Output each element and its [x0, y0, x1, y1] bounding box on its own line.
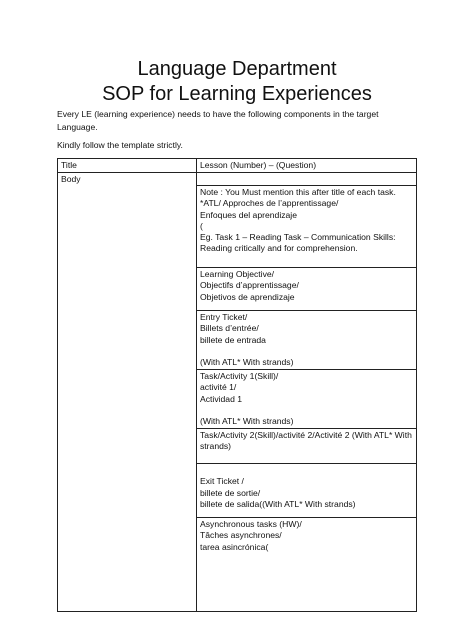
department-title: Language Department: [137, 58, 337, 80]
lesson-header-cell: Lesson (Number) – (Question): [197, 159, 417, 173]
table-header-row: [58, 159, 417, 173]
task-activity-2-cell: Task/Activity 2(Skill)/activité 2/Activité 2 (With ATL* With strands): [197, 429, 417, 464]
body-label-cell: Body: [58, 173, 197, 612]
lesson-template-table: [57, 158, 417, 612]
instruction-paragraph: Kindly follow the template strictly.: [57, 140, 183, 150]
note-cell: Note : You Must mention this after title of each task. *ATL/ Approches de l’apprentissage/ Enfoques del aprendizaje ( Eg. Task 1 – Reading Task – Communication Skills: Reading critically and for comprehension.: [197, 186, 417, 268]
intro-paragraph: Every LE (learning experience) needs to have the following components in the target Language.: [57, 109, 379, 132]
entry-ticket-cell: Entry Ticket/ Billets d’entrée/ billete de entrada (With ATL* With strands): [197, 311, 417, 370]
blank-cell: [197, 173, 417, 186]
title-header-cell: Title: [58, 159, 197, 173]
task-activity-1-cell: Task/Activity 1(Skill)/ activité 1/ Actividad 1 (With ATL* With strands): [197, 370, 417, 429]
asynchronous-tasks-cell: Asynchronous tasks (HW)/ Tâches asynchrones/ tarea asincrónica(: [197, 518, 417, 612]
exit-ticket-cell: Exit Ticket / billete de sortie/ billete de salida((With ATL* With strands): [197, 464, 417, 518]
table-row: [58, 173, 417, 186]
learning-objective-cell: Learning Objective/ Objectifs d’apprentissage/ Objetivos de aprendizaje: [197, 268, 417, 311]
document-title: SOP for Learning Experiences: [102, 83, 372, 105]
